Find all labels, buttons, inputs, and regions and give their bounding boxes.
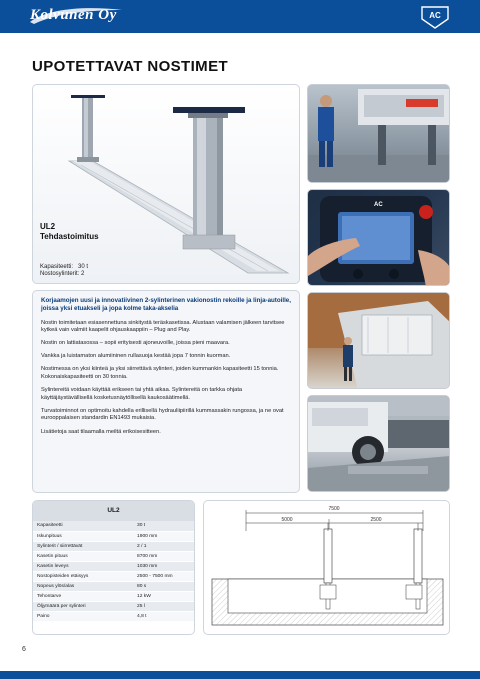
spec-value: 2500 - 7500 mm <box>133 571 195 581</box>
spec-value: 12 kW <box>133 592 195 602</box>
body-paragraph: Vankka ja luistamaton alumiininen rullasuoja kestää jopa 7 tonnin kuorman. <box>41 353 231 360</box>
spec-label: Kapasiteetti <box>33 521 133 531</box>
spec-row <box>33 561 195 571</box>
dim-total: 7500 <box>328 506 340 512</box>
spec-value: 80 s <box>133 582 195 592</box>
page-number: 6 <box>22 646 26 653</box>
body-paragraph: Nostin on lattiatasossa – sopii erityisesti ajoneuvoille, joissa pieni maavara. <box>41 340 230 347</box>
spec-value: 25 l <box>133 602 195 612</box>
spec-label: Kasetin pituus <box>33 551 133 561</box>
spec-row <box>33 582 195 592</box>
dim-left: 5000 <box>281 517 293 523</box>
hero-spec-label: Kapasiteetti: <box>40 264 74 270</box>
spec-label: Nostopisteiden etäisyys <box>33 571 133 581</box>
page-title: UPOTETTAVAT NOSTIMET <box>32 58 229 75</box>
spec-value: 30 t <box>133 521 195 531</box>
spec-row <box>33 531 195 541</box>
spec-label: Tehontarve <box>33 592 133 602</box>
body-paragraph: Nostin toimitetaan esiasennettuna sinkitystä teräskasetissa. Alustaan valamisen jälkeen tarvitsee kytkeä vain valmiit kaapelit ohjauskaappiin – Plug and Play. <box>41 319 285 334</box>
body-paragraph: Sylintereitä voidaan käyttää erikseen tai yhtä aikaa. Sylintereitä on tarkka ohjata käyttäjäystävällisellä kosketusnäytöllisellä kaukosäätimellä. <box>41 387 243 401</box>
spec-label: Kasetin leveys <box>33 561 133 571</box>
hero-subtitle: Tehdastoimitus <box>40 232 99 241</box>
remote-ac-logo: AC <box>374 202 383 208</box>
hero-spec-value: 30 t <box>78 264 89 270</box>
description-panel <box>32 290 300 493</box>
photo-mechanic-bus <box>307 84 450 183</box>
spec-row <box>33 521 195 531</box>
technical-drawing-panel <box>203 500 450 635</box>
body-paragraph: Lisätietoja saat tilaamalla meiltä erikoisesitteen. <box>41 428 161 435</box>
lift-illustration <box>33 85 300 284</box>
spec-row <box>33 592 195 602</box>
body-paragraph: Nostimessa on yksi kiinteä ja yksi siirrettävä sylinteri, joiden kummankin kapasiteetti 15 tonnia. Kokonaiskapasiteetti on 30 tonnia. <box>41 366 279 381</box>
spec-label: Sylinterit / siirrettävät <box>33 541 133 551</box>
hero-spec-value: 2 <box>81 271 85 278</box>
spec-label: Öljymäärä per sylinteri <box>33 602 133 612</box>
spec-value: 8700 mm <box>133 551 195 561</box>
photo-remote-control <box>307 189 450 286</box>
spec-value: 4,8 t <box>133 612 195 622</box>
body-paragraph: Turvatoiminnot on optimoitu kahdella erillisellä hydrauliipiirillä kummassakin rungossa, ja ne ovat eurooppalaisen standardin EN1493 mukaisia. <box>41 407 284 422</box>
spec-row <box>33 541 195 551</box>
hero-model: UL2 <box>40 222 56 231</box>
header-bar <box>0 0 480 33</box>
hero-label <box>40 222 99 242</box>
spec-row <box>33 612 195 622</box>
company-logo: Kolvunen Oy <box>30 7 117 23</box>
spec-row <box>33 551 195 561</box>
photo-truck-on-lift <box>307 395 450 492</box>
technical-drawing <box>204 501 450 635</box>
dim-right: 2500 <box>370 517 382 523</box>
spec-value: 1030 mm <box>133 561 195 571</box>
spec-label: Paino <box>33 612 133 622</box>
spec-label: Iskunpituus <box>33 531 133 541</box>
spec-value: 2 / 1 <box>133 541 195 551</box>
spec-row <box>33 571 195 581</box>
footer-bar <box>0 671 480 679</box>
ac-badge-icon <box>420 5 450 29</box>
spec-value: 1900 mm <box>133 531 195 541</box>
spec-table-header: UL2 <box>33 501 194 521</box>
hero-panel <box>32 84 300 284</box>
spec-row <box>33 602 195 612</box>
hero-specs <box>40 264 88 279</box>
hero-spec-row <box>40 271 88 278</box>
spec-table <box>33 521 195 622</box>
spec-table-panel <box>32 500 195 635</box>
lead-paragraph: Korjaamojen uusi ja innovatiivinen 2-sylinterinen vakionostin rekoille ja linja-autoille, joissa yksi etuakseli ja jopa kolme taka-akselia <box>41 297 291 313</box>
ac-badge-text: AC <box>429 11 441 20</box>
spec-label: Nopeus ylös/alas <box>33 582 133 592</box>
photo-cassette-installation <box>307 292 450 389</box>
hero-spec-row <box>40 264 88 271</box>
hero-spec-label: Nostosylinterit: <box>40 271 80 278</box>
